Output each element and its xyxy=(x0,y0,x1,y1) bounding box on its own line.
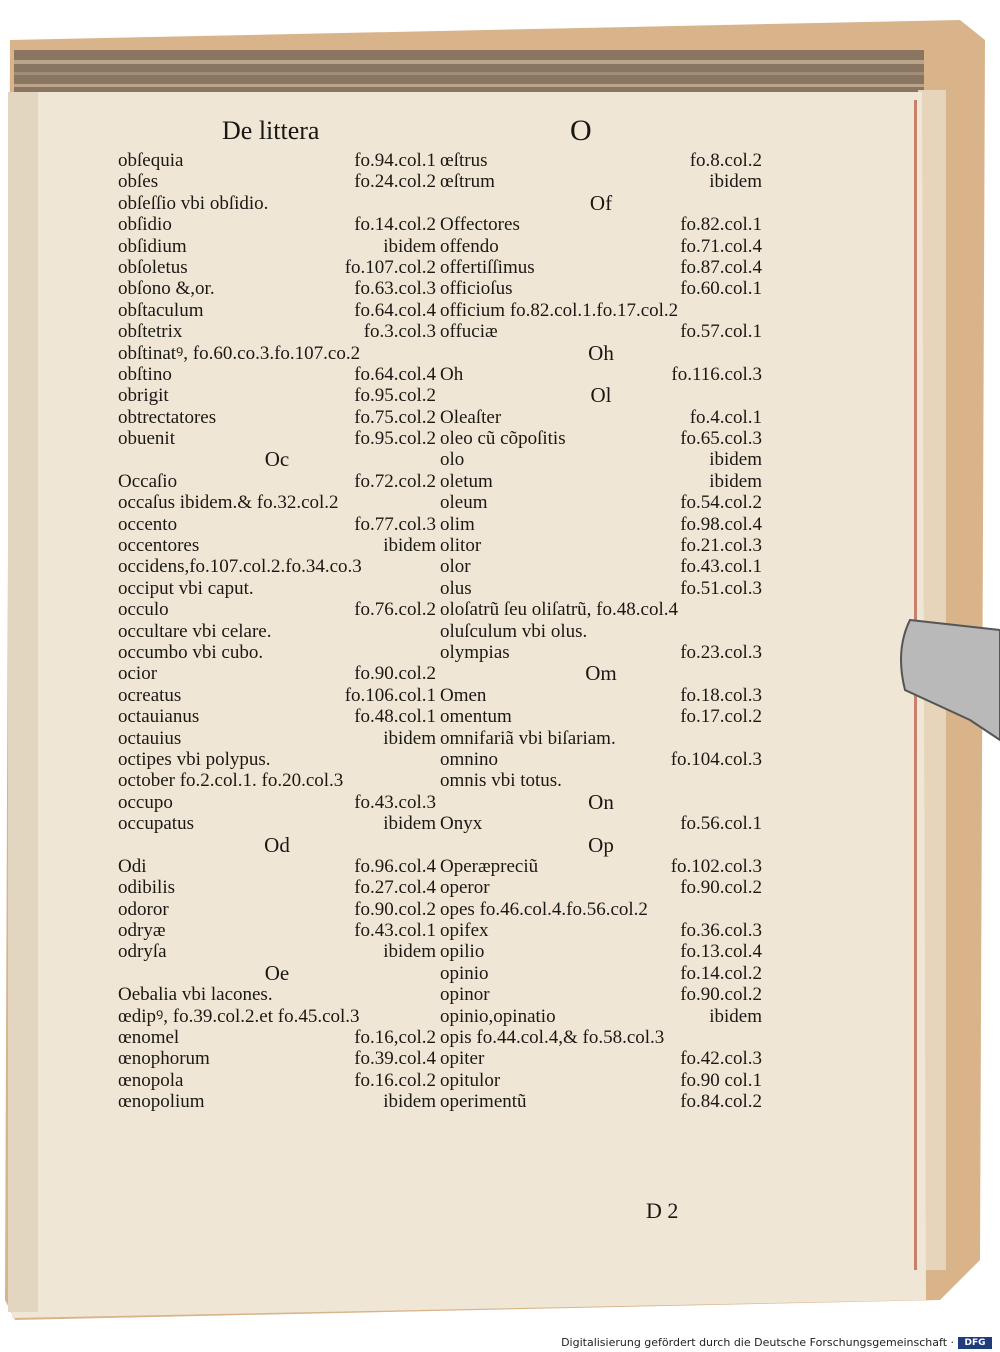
index-entry xyxy=(440,599,762,620)
entry-word: œſtrum xyxy=(440,171,495,193)
index-entry xyxy=(440,171,762,192)
index-entry xyxy=(118,236,436,257)
entry-reference: fo.4.col.1 xyxy=(689,406,762,428)
index-entry xyxy=(440,364,762,385)
entry-word: œnopolium xyxy=(118,1091,205,1113)
entry-reference: fo.106.col.1 xyxy=(344,684,436,706)
entry-word: occulo xyxy=(118,599,169,621)
entry-reference: fo.71.col.4 xyxy=(680,235,762,257)
section-letter: Oh xyxy=(588,340,614,365)
entry-reference: fo.16.col.2 xyxy=(354,1069,436,1091)
index-entry xyxy=(440,770,762,791)
index-entry xyxy=(440,1091,762,1112)
index-entry xyxy=(440,963,762,984)
header-letter: O xyxy=(570,114,592,147)
entry-text: occultare vbi celare. xyxy=(118,620,272,642)
entry-reference: fo.16,col.2 xyxy=(354,1027,436,1049)
index-entry xyxy=(118,877,436,898)
entry-word: obſequia xyxy=(118,150,184,171)
entry-text: obſeſſio vbi obſidio. xyxy=(118,192,269,214)
entry-word: olor xyxy=(440,556,471,578)
entry-word: Oh xyxy=(440,363,464,385)
index-entry xyxy=(440,535,762,556)
entry-word: Operæpreciũ xyxy=(440,855,539,877)
index-entry xyxy=(118,1091,436,1112)
index-entry xyxy=(118,1070,436,1091)
entry-text: occumbo vbi cubo. xyxy=(118,641,264,663)
footer-bar xyxy=(0,1334,1000,1352)
index-entry xyxy=(440,642,762,663)
right-index-column xyxy=(440,150,762,1113)
section-heading xyxy=(440,663,762,684)
entry-reference: fo.64.col.4 xyxy=(354,363,436,385)
index-entry xyxy=(440,813,762,834)
index-entry xyxy=(118,193,436,214)
index-entry xyxy=(440,236,762,257)
section-letter: Oe xyxy=(264,960,290,985)
index-entry xyxy=(118,578,436,599)
index-entry xyxy=(440,257,762,278)
entry-reference: ibidem xyxy=(383,813,436,835)
entry-word: œſtrus xyxy=(440,150,488,171)
entry-word: offertiſſimus xyxy=(440,256,535,278)
index-entry xyxy=(440,1070,762,1091)
entry-text: opis fo.44.col.4,& fo.58.col.3 xyxy=(440,1027,665,1049)
entry-reference: fo.107.col.2 xyxy=(344,256,436,278)
index-entry xyxy=(440,321,762,342)
entry-word: obſtaculum xyxy=(118,299,204,321)
index-entry xyxy=(440,706,762,727)
entry-word: Offectores xyxy=(440,214,520,236)
entry-reference: fo.14.col.2 xyxy=(354,214,436,236)
entry-text: Oebalia vbi lacones. xyxy=(118,984,273,1006)
entry-word: obrigit xyxy=(118,385,169,407)
entry-word: œnomel xyxy=(118,1027,180,1049)
section-letter: Of xyxy=(589,190,613,215)
section-heading xyxy=(440,190,762,215)
index-entry xyxy=(118,749,436,770)
entry-word: octauianus xyxy=(118,706,200,728)
section-heading xyxy=(440,789,762,814)
index-entry xyxy=(118,150,436,171)
entry-text: october fo.2.col.1. fo.20.col.3 xyxy=(118,770,344,792)
entry-text: obſtinatꝰ, fo.60.co.3.fo.107.co.2 xyxy=(118,342,361,364)
index-entry xyxy=(440,1027,762,1048)
section-heading xyxy=(440,385,762,406)
entry-reference: ibidem xyxy=(383,941,436,963)
index-entry xyxy=(440,685,762,706)
entry-text: occidens,fo.107.col.2.fo.34.co.3 xyxy=(118,556,362,578)
index-entry xyxy=(118,471,436,492)
index-entry xyxy=(440,856,762,877)
index-entry xyxy=(118,1048,436,1069)
entry-word: opinor xyxy=(440,984,490,1006)
entry-word: opilio xyxy=(440,941,485,963)
index-entry xyxy=(118,813,436,834)
entry-reference: fo.43.col.3 xyxy=(354,791,436,813)
section-letter: Om xyxy=(585,661,617,686)
entry-word: obuenit xyxy=(118,428,175,450)
entry-word: officioſus xyxy=(440,278,513,300)
entry-word: Occaſio xyxy=(118,470,178,492)
index-entry xyxy=(440,492,762,513)
entry-word: obſtetrix xyxy=(118,321,183,343)
index-entry xyxy=(440,407,762,428)
entry-word: obſtino xyxy=(118,363,172,385)
digitization-credit: Digitalisierung gefördert durch die Deutsche Forschungsgemeinschaft · xyxy=(561,1336,954,1349)
index-entry xyxy=(118,642,436,663)
entry-word: operor xyxy=(440,877,490,899)
entry-reference: fo.82.col.1 xyxy=(680,214,762,236)
entry-word: œnophorum xyxy=(118,1048,210,1070)
entry-reference: fo.51.col.3 xyxy=(680,577,762,599)
index-entry xyxy=(118,428,436,449)
signature-mark: D 2 xyxy=(646,1198,679,1223)
entry-word: opinio xyxy=(440,962,489,984)
entry-word: obſoletus xyxy=(118,256,188,278)
entry-reference: fo.76.col.2 xyxy=(354,599,436,621)
entry-word: oleum xyxy=(440,492,488,514)
index-entry xyxy=(440,449,762,470)
index-entry xyxy=(118,770,436,791)
entry-reference: fo.17.col.2 xyxy=(680,706,762,728)
index-entry xyxy=(440,1048,762,1069)
entry-reference: fo.36.col.3 xyxy=(680,920,762,942)
index-entry xyxy=(440,514,762,535)
entry-reference: fo.90.col.2 xyxy=(354,663,436,685)
entry-word: offendo xyxy=(440,235,499,257)
entry-reference: fo.116.col.3 xyxy=(671,363,762,385)
index-entry xyxy=(118,685,436,706)
entry-word: opitulor xyxy=(440,1069,501,1091)
section-heading xyxy=(440,832,762,857)
entry-word: opiter xyxy=(440,1048,485,1070)
entry-reference: fo.48.col.1 xyxy=(354,706,436,728)
index-entry xyxy=(118,599,436,620)
index-entry xyxy=(440,621,762,642)
entry-word: occupo xyxy=(118,791,173,813)
entry-reference: fo.54.col.2 xyxy=(680,492,762,514)
entry-reference: ibidem xyxy=(709,470,762,492)
index-entry xyxy=(440,214,762,235)
index-entry xyxy=(440,428,762,449)
running-header xyxy=(8,114,920,154)
entry-text: octipes vbi polypus. xyxy=(118,748,271,770)
entry-reference: fo.3.col.3 xyxy=(363,321,436,343)
entry-reference: fo.90 col.1 xyxy=(680,1069,762,1091)
entry-reference: fo.60.col.1 xyxy=(680,278,762,300)
index-entry xyxy=(440,984,762,1005)
entry-word: occaſus ibidem.& fo.32.col.2 xyxy=(118,492,339,514)
entry-reference: fo.87.col.4 xyxy=(680,256,762,278)
entry-reference: fo.14.col.2 xyxy=(680,962,762,984)
index-entry xyxy=(118,706,436,727)
entry-word: olitor xyxy=(440,535,482,557)
entry-word: Omen xyxy=(440,684,487,706)
entry-text: opes fo.46.col.4.fo.56.col.2 xyxy=(440,898,648,920)
index-entry xyxy=(118,321,436,342)
entry-reference: fo.39.col.4 xyxy=(354,1048,436,1070)
index-entry xyxy=(118,984,436,1005)
index-entry xyxy=(440,920,762,941)
entry-word: odibilis xyxy=(118,877,176,899)
index-entry xyxy=(118,385,436,406)
entry-reference: fo.13.col.4 xyxy=(680,941,762,963)
index-entry xyxy=(440,278,762,299)
entry-text: omnis vbi totus. xyxy=(440,770,562,792)
entry-reference: ibidem xyxy=(709,1005,762,1027)
index-entry xyxy=(118,792,436,813)
index-entry xyxy=(440,941,762,962)
index-entry xyxy=(118,941,436,962)
index-entry xyxy=(118,257,436,278)
entry-text: oloſatrũ ſeu oliſatrũ, fo.48.col.4 xyxy=(440,599,678,621)
entry-reference: fo.8.col.2 xyxy=(689,150,762,171)
entry-word: odryſa xyxy=(118,941,167,963)
entry-word: obſono &,or. xyxy=(118,278,215,300)
index-entry xyxy=(440,471,762,492)
index-entry xyxy=(118,407,436,428)
entry-word: opinio,opinatio xyxy=(440,1005,556,1027)
index-entry xyxy=(118,728,436,749)
entry-reference: fo.64.col.4 xyxy=(354,299,436,321)
entry-reference: fo.43.col.1 xyxy=(680,556,762,578)
entry-text: œdipꝰ, fo.39.col.2.et fo.45.col.3 xyxy=(118,1005,360,1027)
section-letter: On xyxy=(588,789,614,814)
entry-text: omnifariã vbi biſariam. xyxy=(440,727,616,749)
section-heading xyxy=(118,832,436,857)
index-entry xyxy=(118,856,436,877)
index-entry xyxy=(118,364,436,385)
entry-reference: ibidem xyxy=(383,727,436,749)
entry-reference: fo.18.col.3 xyxy=(680,684,762,706)
entry-reference: ibidem xyxy=(383,535,436,557)
entry-reference: ibidem xyxy=(709,171,762,193)
entry-word: obſidium xyxy=(118,235,187,257)
index-entry xyxy=(118,514,436,535)
entry-text: oluſculum vbi olus. xyxy=(440,620,588,642)
entry-word: omentum xyxy=(440,706,512,728)
entry-word: odryæ xyxy=(118,920,166,942)
entry-reference: fo.90.col.2 xyxy=(680,877,762,899)
left-index-column xyxy=(118,150,436,1113)
entry-word: olim xyxy=(440,513,475,535)
entry-reference: fo.94.col.1 xyxy=(354,150,436,171)
entry-word: œnopola xyxy=(118,1069,184,1091)
index-entry xyxy=(118,556,436,577)
entry-reference: fo.77.col.3 xyxy=(354,513,436,535)
section-letter: Ol xyxy=(590,383,612,408)
index-entry xyxy=(440,150,762,171)
entry-word: ocior xyxy=(118,663,158,685)
section-letter: Oc xyxy=(264,447,290,472)
entry-reference: fo.102.col.3 xyxy=(670,855,762,877)
entry-reference: ibidem xyxy=(709,449,762,471)
entry-reference: fo.24.col.2 xyxy=(354,171,436,193)
entry-reference: fo.23.col.3 xyxy=(680,641,762,663)
entry-word: opifex xyxy=(440,920,489,942)
entry-word: operimentũ xyxy=(440,1091,527,1113)
index-entry xyxy=(118,492,436,513)
entry-reference: fo.72.col.2 xyxy=(354,470,436,492)
entry-reference: fo.84.col.2 xyxy=(680,1091,762,1113)
index-entry xyxy=(440,877,762,898)
entry-text: officium fo.82.col.1.fo.17.col.2 xyxy=(440,299,679,321)
entry-reference: fo.96.col.4 xyxy=(354,855,436,877)
index-entry xyxy=(440,749,762,770)
entry-word: olo xyxy=(440,449,465,471)
entry-reference: fo.90.col.2 xyxy=(680,984,762,1006)
entry-word: obſes xyxy=(118,171,159,193)
book-page xyxy=(8,92,920,1312)
entry-reference: ibidem xyxy=(383,1091,436,1113)
entry-word: oleo cũ cõpoſitis xyxy=(440,428,566,450)
entry-reference: fo.57.col.1 xyxy=(680,321,762,343)
entry-word: obtrectatores xyxy=(118,406,217,428)
entry-word: occentores xyxy=(118,535,200,557)
section-heading xyxy=(440,340,762,365)
entry-word: olympias xyxy=(440,641,510,663)
index-entry xyxy=(118,278,436,299)
entry-word: oletum xyxy=(440,470,493,492)
entry-word: occento xyxy=(118,513,178,535)
entry-reference: fo.56.col.1 xyxy=(680,813,762,835)
index-entry xyxy=(118,171,436,192)
section-letter: Od xyxy=(264,832,290,857)
index-entry xyxy=(118,535,436,556)
entry-text: occiput vbi caput. xyxy=(118,577,254,599)
index-entry xyxy=(440,578,762,599)
index-entry xyxy=(440,556,762,577)
index-entry xyxy=(440,728,762,749)
entry-word: Onyx xyxy=(440,813,483,835)
entry-word: Oleaſter xyxy=(440,406,502,428)
index-entry xyxy=(118,300,436,321)
index-entry xyxy=(118,920,436,941)
entry-reference: fo.63.col.3 xyxy=(354,278,436,300)
entry-reference: fo.65.col.3 xyxy=(680,428,762,450)
index-entry xyxy=(118,899,436,920)
entry-word: occupatus xyxy=(118,813,194,835)
index-entry xyxy=(118,1027,436,1048)
index-entry xyxy=(118,214,436,235)
entry-reference: fo.75.col.2 xyxy=(354,406,436,428)
section-heading xyxy=(118,449,436,470)
section-letter: Op xyxy=(588,832,614,857)
entry-reference: fo.95.col.2 xyxy=(354,385,436,407)
index-entry xyxy=(118,621,436,642)
entry-word: olus xyxy=(440,577,472,599)
entry-word: octauius xyxy=(118,727,182,749)
entry-word: ocreatus xyxy=(118,684,182,706)
entry-word: offuciæ xyxy=(440,321,498,343)
entry-reference: fo.42.col.3 xyxy=(680,1048,762,1070)
entry-word: Odi xyxy=(118,855,147,877)
entry-word: obſidio xyxy=(118,214,172,236)
entry-reference: fo.21.col.3 xyxy=(680,535,762,557)
dfg-logo: DFG xyxy=(958,1337,992,1349)
index-entry xyxy=(440,899,762,920)
index-entry xyxy=(118,343,436,364)
index-entry xyxy=(440,1006,762,1027)
index-entry xyxy=(118,1006,436,1027)
entry-reference: fo.90.col.2 xyxy=(354,898,436,920)
entry-reference: fo.95.col.2 xyxy=(354,428,436,450)
entry-reference: ibidem xyxy=(383,235,436,257)
entry-reference: fo.27.col.4 xyxy=(354,877,436,899)
section-heading xyxy=(118,960,436,985)
entry-reference: fo.98.col.4 xyxy=(680,513,762,535)
entry-reference: fo.104.col.3 xyxy=(670,748,762,770)
entry-reference: fo.43.col.1 xyxy=(354,920,436,942)
entry-word: omnino xyxy=(440,748,499,770)
index-entry xyxy=(440,300,762,321)
header-title: De littera xyxy=(222,116,320,145)
entry-word: odoror xyxy=(118,898,169,920)
index-entry xyxy=(118,663,436,684)
